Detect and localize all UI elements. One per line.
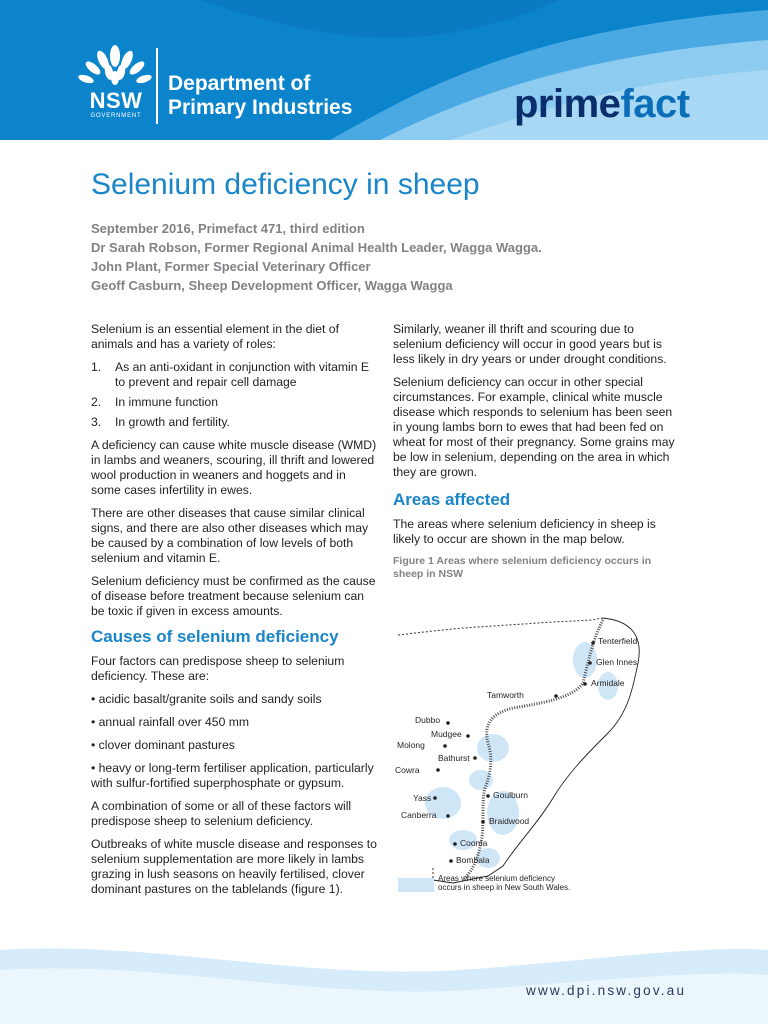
map-town-label: Tamworth xyxy=(487,690,524,700)
website-link[interactable]: www.dpi.nsw.gov.au xyxy=(526,983,687,998)
list-item xyxy=(91,415,378,430)
figure-caption: Figure 1 Areas where selenium deficiency occurs in sheep in NSW xyxy=(393,555,652,580)
bullet-item: • clover dominant pastures xyxy=(91,738,235,752)
dept-line-2: Primary Industries xyxy=(168,96,353,119)
paragraph: A deficiency can cause white muscle disease (WMD) in lambs and weaners, scouring, ill thrift and lowered wool production in weaners and hoggets and in some cases infertility in ewes. xyxy=(91,438,377,497)
intro-paragraph: Selenium is an essential element in the diet of animals and has a variety of roles: xyxy=(91,322,339,351)
roles-list xyxy=(91,360,378,430)
map-town-label: Goulburn xyxy=(493,790,528,800)
list-item xyxy=(91,360,378,390)
government-label: GOVERNMENT xyxy=(90,113,142,119)
map-town-label: Armidale xyxy=(591,678,625,688)
list-number: 3. xyxy=(91,415,102,429)
map-town-label: Braidwood xyxy=(489,816,530,826)
paragraph: Selenium deficiency can occur in other special circumstances. For example, clinical white muscle disease which responds to selenium has been seen in young lambs born to ewes that had been fed on wheat for most of their pregnancy. Some grains may be low in selenium, depending on the area in which they are grown. xyxy=(393,375,675,479)
publication-meta xyxy=(91,219,542,295)
map-town-label: Cooma xyxy=(460,838,488,848)
page-title: Selenium deficiency in sheep xyxy=(91,168,480,201)
bullet-item: • heavy or long-term fertiliser application, particularly with sulfur-fortified superphosphate or gypsum. xyxy=(91,761,374,790)
bullet-item: • acidic basalt/granite soils and sandy soils xyxy=(91,692,322,706)
list-text: In growth and fertility. xyxy=(115,415,230,429)
map-town-label: Cowra xyxy=(395,765,420,775)
dept-line-1: Department of xyxy=(168,72,311,95)
list-number: 1. xyxy=(91,360,102,374)
right-column xyxy=(393,322,683,587)
map-town-label: Tenterfield xyxy=(598,636,638,646)
header-banner xyxy=(0,0,768,140)
map-town-label: Mudgee xyxy=(431,729,462,739)
brand-fact: fact xyxy=(620,82,690,126)
paragraph: There are other diseases that cause similar clinical signs, and there are also other diseases which may be caused by a combination of low levels of both selenium and vitamin E. xyxy=(91,506,369,565)
logo-divider xyxy=(156,48,158,124)
meta-line: September 2016, Primefact 471, third edition xyxy=(91,221,365,236)
footer-wave xyxy=(0,940,768,1024)
paragraph: A combination of some or all of these factors will predispose sheep to selenium deficiency. xyxy=(91,799,352,828)
department-name xyxy=(168,72,352,120)
map-town-label: Bombala xyxy=(456,855,490,865)
meta-line: John Plant, Former Special Veterinary Officer xyxy=(91,259,371,274)
brand-prime: prime xyxy=(514,82,621,126)
list-text: In immune function xyxy=(115,395,218,409)
left-column xyxy=(91,322,378,905)
footer-wave-graphic xyxy=(0,940,768,1024)
section-heading-areas: Areas affected xyxy=(393,490,511,509)
paragraph: Four factors can predispose sheep to selenium deficiency. These are: xyxy=(91,654,345,683)
nsw-abbrev: NSW xyxy=(89,88,143,113)
list-item xyxy=(91,395,378,410)
paragraph: The areas where selenium deficiency in sheep is likely to occur are shown in the map below. xyxy=(393,517,656,546)
nsw-selenium-map xyxy=(393,608,693,908)
paragraph: Selenium deficiency must be confirmed as the cause of disease before treatment because selenium can be toxic if given in excess amounts. xyxy=(91,574,376,618)
section-heading-causes: Causes of selenium deficiency xyxy=(91,627,339,646)
meta-line: Geoff Casburn, Sheep Development Officer, Wagga Wagga xyxy=(91,278,453,293)
map-town-label: Molong xyxy=(397,740,425,750)
list-number: 2. xyxy=(91,395,102,409)
map-town-label: Canberra xyxy=(401,810,437,820)
map-legend-text: Areas where selenium deficiency occurs in sheep in New South Wales. xyxy=(438,874,571,892)
list-text: As an anti-oxidant in conjunction with vitamin E to prevent and repair cell damage xyxy=(115,360,370,389)
paragraph: Similarly, weaner ill thrift and scouring due to selenium deficiency will occur in good years but is less likely in dry years or under drought conditions. xyxy=(393,322,667,366)
primefact-brand xyxy=(514,82,690,127)
nsw-government-wordmark xyxy=(79,90,153,120)
map-town-label: Glen Innes xyxy=(596,657,638,667)
map-town-label: Yass xyxy=(413,793,432,803)
map-town-label: Bathurst xyxy=(438,753,470,763)
paragraph: Outbreaks of white muscle disease and responses to selenium supplementation are more likely in lambs grazing in lush seasons on heavily fertilised, clover dominant pastures on the tablelands (figure 1). xyxy=(91,837,377,896)
bullet-item: • annual rainfall over 450 mm xyxy=(91,715,250,729)
meta-line: Dr Sarah Robson, Former Regional Animal Health Leader, Wagga Wagga. xyxy=(91,240,542,255)
map-town-label: Dubbo xyxy=(415,715,441,725)
